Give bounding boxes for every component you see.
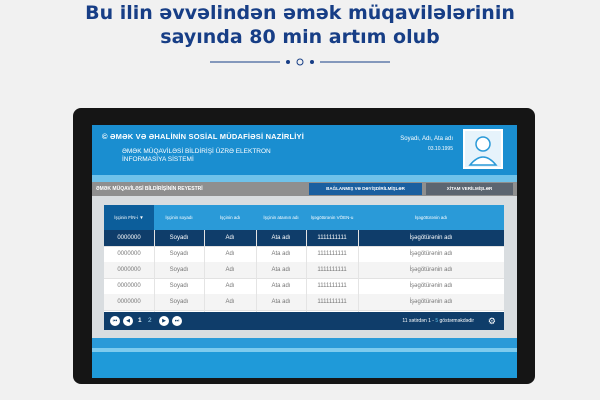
page-info <box>402 317 474 326</box>
column-patronymic[interactable]: İşçinin ataının adı <box>263 214 299 220</box>
cell-name: Adı <box>225 251 235 257</box>
avatar[interactable] <box>463 129 503 169</box>
system-title-line-2: İNFORMASİYA SİSTEMİ <box>122 156 194 163</box>
cell-voen: 1111111111 <box>317 267 347 273</box>
cell-employer: İşəgötürənin adı <box>409 283 453 289</box>
app-header <box>92 125 517 175</box>
cell-patronymic: Ata adı <box>271 235 291 241</box>
cell-fin: 0000000 <box>117 235 141 241</box>
column-divider <box>204 230 205 312</box>
column-name[interactable]: İşçinin adı <box>219 214 241 220</box>
contracts-table <box>104 205 504 312</box>
cell-voen: 1111111111 <box>317 251 347 257</box>
cell-fin: 0000000 <box>117 267 141 273</box>
cell-surname: Soyadı <box>169 235 189 241</box>
cell-surname: Soyadı <box>169 299 189 305</box>
column-divider <box>154 230 155 312</box>
column-fin[interactable]: İşçinin FİN-i ▼ <box>104 205 154 230</box>
last-page-icon[interactable]: ⏭ <box>172 316 182 326</box>
table-header <box>104 205 504 230</box>
cell-fin: 0000000 <box>117 283 141 289</box>
cell-name: Adı <box>225 299 235 305</box>
cell-patronymic: Ata adı <box>271 299 291 305</box>
ornament-divider <box>210 58 390 66</box>
cell-name: Adı <box>225 283 235 289</box>
headline-line-1: Bu ilin əvvəlindən əmək müqavilələrinin <box>85 2 515 24</box>
column-voen[interactable]: İşəgötürənin VÖEN-u <box>310 214 354 220</box>
pagination-bar <box>104 312 504 330</box>
app-screen <box>92 125 517 378</box>
user-date: 03.10.1995 <box>427 146 453 152</box>
cell-surname: Soyadı <box>169 283 189 289</box>
table-row[interactable] <box>104 246 504 263</box>
table-row[interactable] <box>104 278 504 295</box>
footer-bar <box>92 352 517 378</box>
headline-line-2: sayında 80 min artım olub <box>160 26 440 48</box>
system-title <box>122 148 302 164</box>
cell-fin: 0000000 <box>117 299 141 305</box>
cell-employer: İşəgötürənin adı <box>409 299 453 305</box>
cell-fin: 0000000 <box>117 251 141 257</box>
concluded-changed-button[interactable]: BAĞLANMIŞ VƏ DƏYİŞDİRİLMİŞLƏR <box>309 183 422 195</box>
terminated-button[interactable]: XİTAM VERİLMİŞLƏR <box>426 183 513 195</box>
column-employer[interactable]: İşəgötürənin adı <box>414 214 448 220</box>
column-divider <box>306 230 307 312</box>
cell-employer: İşəgötürənin adı <box>409 267 453 273</box>
prev-page-icon[interactable]: ◀ <box>123 316 133 326</box>
cell-surname: Soyadı <box>169 251 189 257</box>
page-2-link[interactable]: 2 <box>148 317 152 324</box>
page-1-link[interactable]: 1 <box>138 317 142 324</box>
user-name: Soyadı, Adı, Ata adı <box>400 136 453 142</box>
column-divider <box>256 230 257 312</box>
cell-name: Adı <box>225 267 235 273</box>
cell-patronymic: Ata adı <box>271 251 291 257</box>
header-stripe <box>92 175 517 182</box>
user-icon <box>465 131 501 167</box>
cell-employer: İşəgötürənin adı <box>409 251 453 257</box>
cell-employer: İşəgötürənin adı <box>409 235 453 241</box>
next-page-icon[interactable]: ▶ <box>159 316 169 326</box>
column-divider <box>358 230 359 312</box>
gear-icon[interactable]: ⚙ <box>487 316 496 326</box>
table-row[interactable] <box>104 230 504 247</box>
cell-surname: Soyadı <box>169 267 189 273</box>
registry-toolbar <box>92 182 517 196</box>
cell-voen: 1111111111 <box>317 299 347 305</box>
page-info-range: 11 sətirdən 1 - <box>402 318 436 324</box>
table-row[interactable] <box>104 262 504 279</box>
footer-band <box>92 338 517 348</box>
cell-patronymic: Ata adı <box>271 267 291 273</box>
monitor-frame <box>73 108 535 384</box>
table-row[interactable] <box>104 294 504 311</box>
cell-name: Adı <box>225 235 235 241</box>
page-info-suffix: göstərməkdədir <box>438 318 474 324</box>
ministry-title: © ƏMƏK VƏ ƏHALİNİN SOSİAL MÜDAFİƏSİ NAZİRLİYİ <box>102 132 305 141</box>
registry-title: ƏMƏK MÜQAVİLƏSİ BİLDİRİŞİNİN REYESTRİ <box>96 186 203 192</box>
cell-voen: 1111111111 <box>317 235 347 241</box>
system-title-line-1: ƏMƏK MÜQAVİLƏSİ BİLDİRİŞİ ÜZRƏ ELEKTRON <box>122 148 271 155</box>
page-info-count: 5 <box>435 318 439 324</box>
column-surname[interactable]: İşçinin soyadı <box>165 214 193 220</box>
cell-voen: 1111111111 <box>317 283 347 289</box>
cell-patronymic: Ata adı <box>271 283 291 289</box>
first-page-icon[interactable]: ⏮ <box>110 316 120 326</box>
